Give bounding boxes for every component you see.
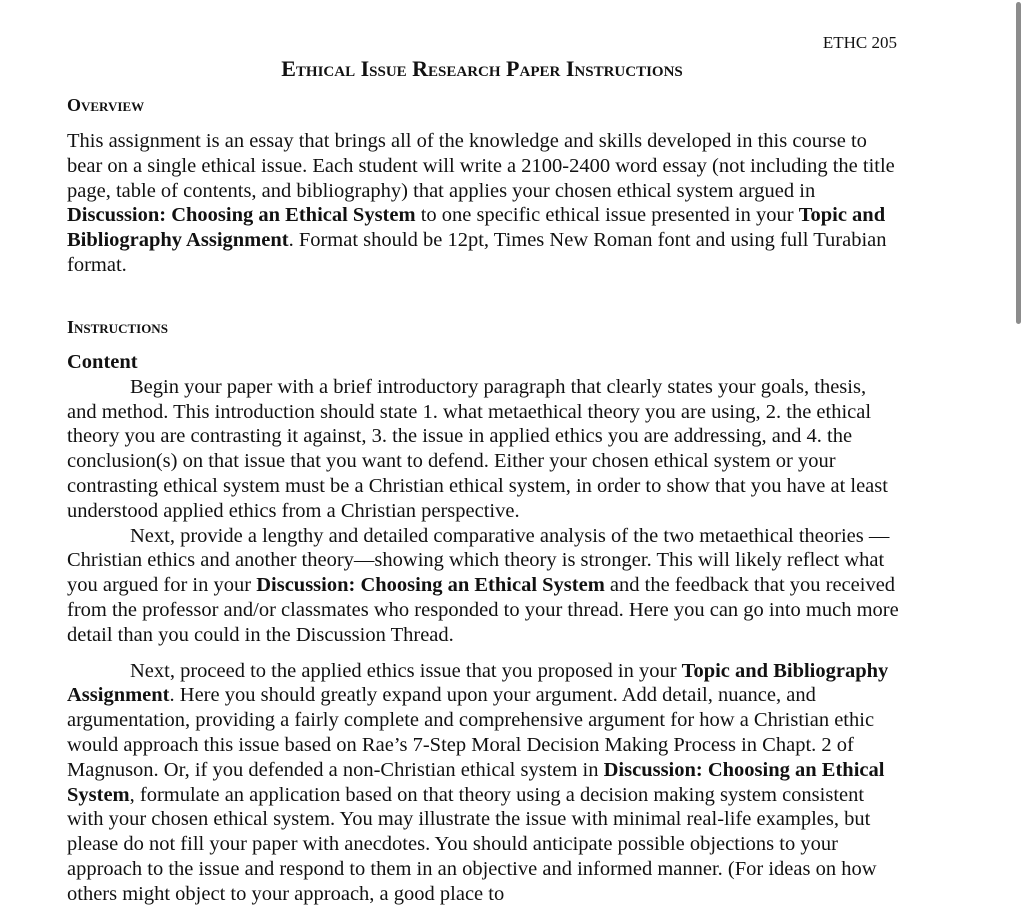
para3-bold-2: Discussion: Choosing an Ethical System [67, 758, 885, 806]
overview-bold-2: Topic and Bibliography Assignment [67, 204, 886, 252]
content-paragraph-1: Begin your paper with a brief introductory paragraph that clearly states your goals, thesis, and method. This introduction should state 1. what metaethical theory you are using, 2. the ethical theory you are contrasting it against, 3. the issue in applied ethics you are addressing, and 4. the conclusion(s) on that issue that you want to defend. Either your chosen ethical system or your contrasting ethical system must be a Christian ethical system, in order to show that you have at least understood applied ethics from a Christian perspective. [67, 375, 888, 522]
para2-text-1: Next, provide a lengthy and detailed comparative analysis of the two metaethical theories —Christian ethics and another theory—showing which theory is stronger. This will likely reflect what you argued for in your [67, 524, 890, 597]
scrollbar-thumb[interactable] [1016, 2, 1021, 324]
vertical-scrollbar[interactable] [1014, 0, 1024, 905]
course-code: ETHC 205 [822, 33, 897, 52]
para3-text-2: . Here you should greatly expand upon your argument. Add detail, nuance, and argumentation, providing a fairly complete and comprehensive argument for how a Christian ethic would approach this issue based on Rae’s 7-Step Moral Decision Making Process in Chapt. 2 of Magnuson. Or, if you defended a non-Christian ethical system in [67, 684, 875, 781]
para3-text-1: Next, proceed to the applied ethics issue that you proposed in your [130, 659, 682, 682]
overview-text-1: This assignment is an essay that brings all of the knowledge and skills developed in this course to bear on a single ethical issue. Each student will write a 2100-2400 word essay (not including the title page, table of contents, and bibliography) that applies your chosen ethical system argued in [67, 130, 895, 202]
overview-paragraph [67, 129, 899, 278]
document-title: Ethical Issue Research Paper Instructions [281, 56, 683, 81]
para2-text-2: and the feedback that you received from the professor and/or classmates who responded to your thread. Here you can go into much more detail than you could in the Discussion Thread. [67, 574, 899, 646]
content-section [67, 350, 899, 907]
para3-bold-1: Topic and Bibliography Assignment [67, 659, 889, 707]
content-paragraph-2 [67, 524, 899, 648]
content-subheading: Content [67, 351, 138, 373]
para2-bold-1: Discussion: Choosing an Ethical System [256, 574, 605, 597]
content-paragraph-3 [67, 659, 899, 907]
overview-text-2: to one specific ethical issue presented in your [415, 204, 799, 227]
instructions-heading: Instructions [67, 317, 168, 337]
overview-bold-1: Discussion: Choosing an Ethical System [67, 204, 416, 227]
overview-text-3: . Format should be 12pt, Times New Roman font and using full Turabian format. [67, 229, 887, 276]
para3-text-3: , formulate an application based on that theory using a decision making system consistent with your chosen ethical system. You may illustrate the issue with minimal real-life examples, but please do not fill your paper with anecdotes. You should anticipate possible objections to your approach to the issue and respond to them in an objective and informed manner. (For ideas on how others might object to your approach, a good place to [67, 783, 877, 905]
overview-heading: Overview [67, 95, 145, 115]
